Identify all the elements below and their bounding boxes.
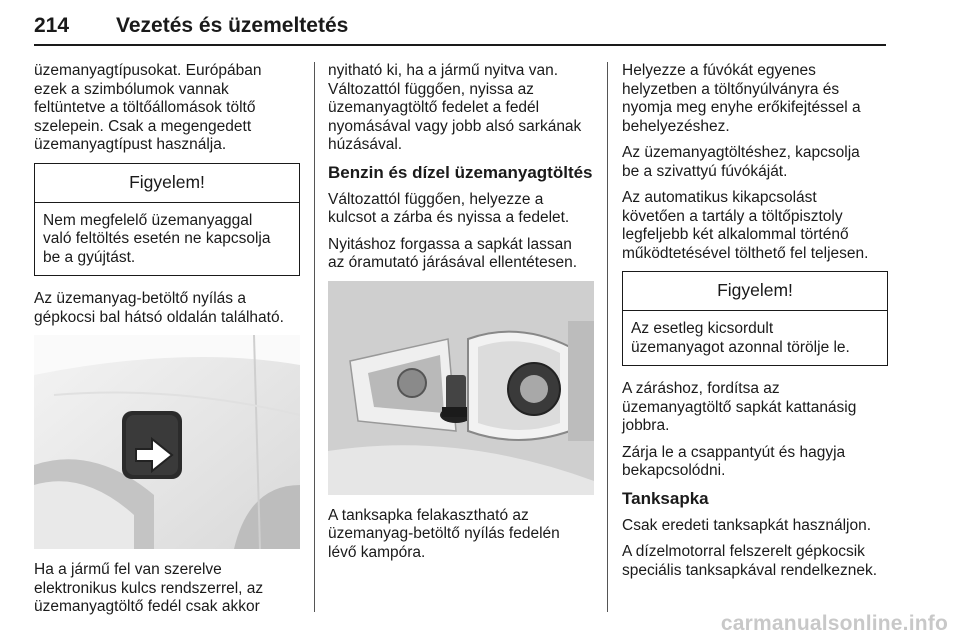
filler-neck-icon (398, 369, 426, 397)
fuel-flap-illustration (34, 335, 300, 549)
column-3 (622, 62, 888, 588)
diesel-cap-paragraph: A dízelmotorral felszerelt gépkocsik speciális tanksapkával rendelkeznek. (622, 543, 878, 579)
watermark-text: carmanualsonline.info (720, 612, 948, 635)
warning-box-spill (622, 271, 888, 366)
filler-location-paragraph: Az üzemanyag-betöltő nyílás a gépkocsi bal hátsó oldalán található. (34, 290, 284, 326)
page-header (34, 6, 886, 46)
key-paragraph: Változattól függően, helyezze a kulcsot a zárba és nyissa a fedelet. (328, 190, 570, 226)
cap-hook-paragraph: A tanksapka felakasztható az üzemanyag-betöltő nyílás fedelén lévő kampóra. (328, 506, 560, 561)
fuel-flap-location-figure (34, 335, 300, 549)
fuel-cap-illustration (328, 281, 594, 495)
column-1 (34, 62, 300, 625)
cap-open-paragraph: Nyitáshoz forgassa a sapkát lassan az óramutató járásával ellentétesen. (328, 235, 578, 271)
header-rule (34, 44, 886, 46)
warning-box-ignition (34, 163, 300, 277)
original-cap-paragraph: Csak eredeti tanksapkát használjon. (622, 516, 872, 534)
section-heading-fuel-cap: Tanksapka (622, 488, 709, 508)
close-cap-paragraph: A záráshoz, fordítsa az üzemanyagtöltő sapkát kattanásig jobbra. (622, 380, 857, 434)
fuel-type-paragraph: üzemanyagtípusokat. Európában ezek a szimbólumok vannak feltüntetve a töltőállomások töltő szelepein. Csak a megengedett üzemanyagtípust használja. (34, 62, 262, 153)
warning-title: Figyelem! (623, 272, 887, 311)
column-2 (328, 62, 594, 570)
nozzle-paragraph: Helyezze a fúvókát egyenes helyzetben a töltőnyúlványra és nyomja meg enyhe erőkifejtéssel a behelyezéshez. (622, 62, 861, 135)
warning-text: Nem megfelelő üzemanyaggal való feltöltés esetén ne kapcsolja be a gyújtást. (43, 211, 271, 266)
warning-text: Az esetleg kicsordult üzemanyagot azonnal törölje le. (631, 320, 850, 356)
column-divider-2 (607, 62, 608, 612)
section-heading-refuelling: Benzin és dízel üzemanyagtöltés (328, 162, 593, 182)
pump-switch-paragraph: Az üzemanyagtöltéshez, kapcsolja be a szivattyú fúvókáját. (622, 144, 860, 180)
column-divider-1 (314, 62, 315, 612)
chapter-title: Vezetés és üzemeltetés (116, 14, 349, 37)
warning-title: Figyelem! (35, 164, 299, 203)
page-number: 214 (34, 14, 70, 37)
fuel-cap-figure (328, 281, 594, 495)
flap-open-paragraph: nyitható ki, ha a jármű nyitva van. Változattól függően, nyissa az üzemanyagtöltő fedelet a fedél nyomásával vagy jobb alsó sarkának húzásával. (328, 62, 582, 153)
keyless-paragraph: Ha a jármű fel van szerelve elektronikus kulcs rendszerrel, az üzemanyagtöltő fedél csak akkor (34, 561, 264, 615)
auto-shutoff-paragraph: Az automatikus kikapcsolást követően a tartály a töltőpisztoly legfeljebb két alkalommal történő működtetésével tölthető fel teljesen. (622, 189, 869, 262)
close-flap-paragraph: Zárja le a csappantyút és hagyja bekapcsolódni. (622, 443, 846, 479)
